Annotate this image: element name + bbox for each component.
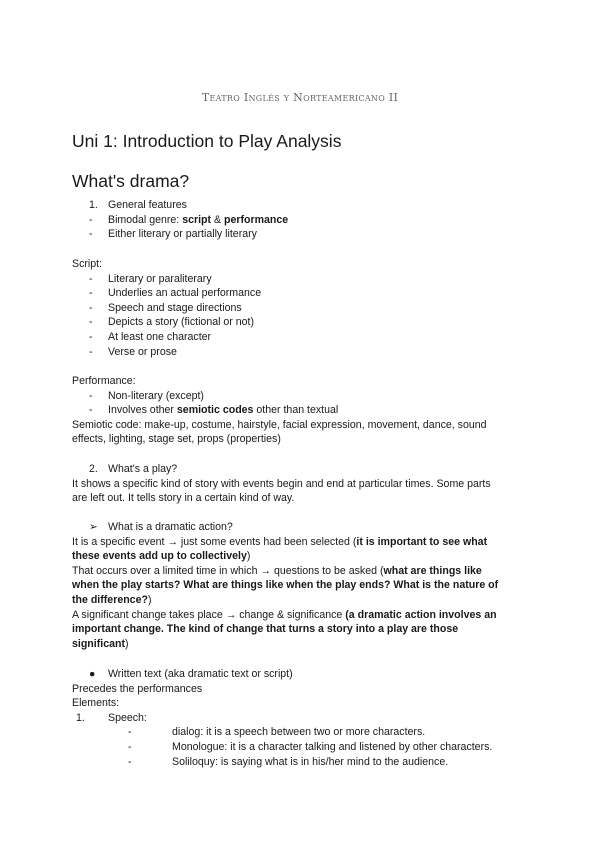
paragraph-line: effects, lighting, stage set, props (properties) (72, 433, 281, 446)
paragraph-line (72, 578, 532, 593)
list-item (72, 403, 532, 418)
text-run: A significant change takes place → change & significance (72, 608, 346, 621)
bold-text: when the play starts? What are things like when the play ends? What is the nature of (72, 579, 499, 592)
paragraph-line: Elements: (72, 697, 120, 710)
whats-a-play-section (72, 462, 532, 506)
list-item (72, 227, 532, 242)
bold-text: the difference? (72, 593, 148, 606)
numbered-item (72, 711, 532, 726)
numbered-item (72, 462, 532, 477)
text-run: ) (147, 593, 152, 606)
list-item (72, 330, 532, 345)
list-item (72, 740, 532, 755)
paragraph-line: It shows a specific kind of story with events begin and end at particular times. Some parts (72, 477, 491, 490)
text-run: ) (246, 550, 251, 563)
list-item-label: What is a dramatic action? (108, 521, 233, 533)
text-run: & (211, 213, 225, 226)
text-run: other than textual (253, 404, 339, 417)
text-run: Involves other (108, 404, 177, 417)
dash-marker: - (128, 740, 132, 753)
list-item-label: Literary or paraliterary (108, 272, 212, 285)
general-features-list (72, 198, 532, 242)
list-item-label: What's a play? (108, 463, 178, 475)
paragraph-line: Precedes the performances (72, 682, 203, 695)
bold-text: semiotic codes (176, 404, 254, 417)
list-item-label: Speech: (108, 711, 147, 724)
list-number: 2. (89, 463, 98, 475)
bold-text: performance (224, 213, 289, 226)
text-run: It is a specific event → just some events had been selected ( (72, 535, 357, 548)
text-run: ) (124, 637, 129, 650)
list-item (72, 755, 532, 770)
list-item-label: At least one character (108, 330, 212, 343)
dash-marker: - (89, 228, 93, 241)
script-label: Script: (72, 258, 103, 270)
list-item-label: Soliloquy: is saying what is in his/her mind to the audience. (172, 755, 449, 768)
section-heading: What's drama? (72, 171, 190, 191)
list-item-label: Speech and stage directions (108, 301, 242, 314)
performance-label: Performance: (72, 375, 136, 387)
dash-marker: - (128, 755, 132, 768)
list-item (72, 272, 532, 287)
dash-marker: - (89, 301, 93, 314)
dash-marker: - (89, 316, 93, 329)
list-item (72, 725, 532, 740)
paragraph-line: Semiotic code: make-up, costume, hairstyle, facial expression, movement, dance, sound (72, 418, 487, 431)
arrow-icon: ➢ (89, 521, 98, 533)
list-item (72, 286, 532, 301)
list-item-label: Underlies an actual performance (108, 287, 262, 300)
dash-marker: - (89, 330, 93, 343)
bold-text: significant (72, 637, 125, 650)
bold-text: (a dramatic action involves an (345, 608, 497, 621)
paragraph-line (72, 593, 532, 608)
page-title: Uni 1: Introduction to Play Analysis (72, 131, 342, 151)
paragraph-line (72, 608, 532, 623)
dramatic-action-section (72, 520, 532, 651)
list-number: 1. (89, 199, 98, 211)
bullet-item (72, 667, 532, 682)
bullet-icon: ● (89, 668, 96, 680)
list-item (72, 345, 532, 360)
dash-marker: - (89, 287, 93, 300)
written-text-section (72, 667, 532, 769)
paragraph-line (72, 535, 532, 550)
dash-marker: - (89, 272, 93, 285)
text-run: Bimodal genre: (108, 213, 183, 226)
list-item-label: Either literary or partially literary (108, 228, 257, 241)
dash-marker: - (89, 404, 93, 417)
paragraph-line (72, 564, 532, 579)
bold-text: important change. The kind of change that turns a story into a play are those (72, 623, 459, 636)
paragraph-line: are left out. It tells story in a certain kind of way. (72, 492, 295, 505)
list-item-label: General features (108, 199, 187, 211)
bold-text: these events add up to collectively (72, 550, 247, 563)
numbered-item (72, 198, 532, 213)
paragraph-line (72, 637, 532, 652)
dash-marker: - (89, 213, 93, 226)
document-header: Teatro Inglés y Norteamericano II (201, 91, 399, 104)
performance-section (72, 374, 532, 447)
arrow-item (72, 520, 532, 535)
list-item (72, 315, 532, 330)
list-item-label: Written text (aka dramatic text or script) (108, 668, 293, 680)
paragraph-line (72, 622, 532, 637)
bold-text: what are things like (383, 564, 482, 577)
list-item-label: Monologue: it is a character talking and listened by other characters. (172, 740, 493, 753)
dash-marker: - (89, 345, 93, 358)
script-section (72, 257, 532, 359)
dash-marker: - (128, 726, 132, 739)
list-item (72, 389, 532, 404)
list-item (72, 301, 532, 316)
paragraph-line (72, 549, 532, 564)
list-item-label: Non-literary (except) (108, 389, 204, 402)
list-number: 1. (76, 711, 85, 724)
list-item-label: Verse or prose (108, 345, 177, 358)
bold-text: script (182, 213, 212, 226)
dash-marker: - (89, 389, 93, 402)
text-run: That occurs over a limited time in which → questions to be asked ( (72, 564, 384, 577)
list-item-label: dialog: it is a speech between two or more characters. (172, 726, 426, 739)
bold-text: it is important to see what (356, 535, 488, 548)
list-item (72, 213, 532, 228)
list-item-label: Depicts a story (fictional or not) (108, 316, 255, 329)
